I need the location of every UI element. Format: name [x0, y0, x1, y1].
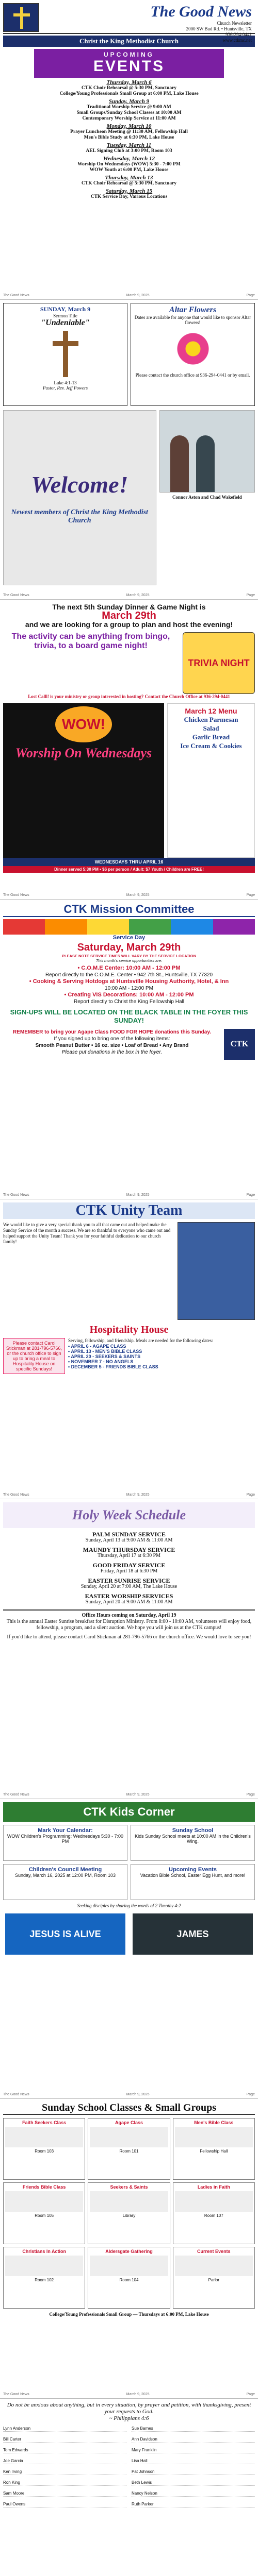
- class-image: [175, 2191, 253, 2212]
- footer-mid: March 9, 2025: [126, 1792, 150, 1797]
- event-date: Saturday, March 15: [105, 188, 153, 194]
- class-card: [3, 2247, 85, 2309]
- holy-week-service: [3, 1593, 255, 1605]
- hospitality-date: • APRIL 20 - SEEKERS & SAINTS: [68, 1354, 141, 1359]
- prayer-name: Lisa Hall: [132, 2459, 255, 2464]
- footer-mid: March 9, 2025: [126, 2092, 150, 2096]
- event-date: Sunday, March 9: [108, 98, 150, 105]
- class-card: [173, 2247, 255, 2309]
- class-room: Room 107: [204, 2213, 223, 2218]
- kids-card-title: Sunday School: [172, 1827, 214, 1834]
- kids-card-desc: Vacation Bible School, Easter Egg Hunt, and more!: [140, 1873, 246, 1878]
- menu-when: March 12 Menu: [185, 707, 237, 715]
- sermon-title: "Undeniable": [41, 318, 90, 327]
- class-title: Faith Seekers Class: [22, 2120, 67, 2125]
- banner-main: EVENTS: [93, 58, 165, 75]
- hospitality-signup: Please contact Carol Stickman at 281-796-5766, or the church office to sign up to bring a meal to Hospitality House on specific Sundays!: [3, 1338, 65, 1374]
- prayer-name: Ron King: [3, 2480, 126, 2486]
- banner-top: UPCOMING: [104, 51, 154, 58]
- footer-right: Page: [246, 2392, 255, 2396]
- class-title: Aldersgate Gathering: [105, 2249, 153, 2254]
- hours-title: Office Hours coming on Saturday, April 19: [82, 1613, 176, 1618]
- kids-card: [3, 1864, 127, 1900]
- class-image: [90, 2191, 168, 2212]
- prayer-name: Pat Johnson: [132, 2469, 255, 2475]
- verse: Seeking disciples by sharing the words of 2 Timothy 4:2: [77, 1903, 181, 1908]
- kids-card-title: Children's Council Meeting: [28, 1867, 102, 1873]
- service-day-banner: [3, 919, 255, 935]
- signup-notice: SIGN-UPS WILL BE LOCATED ON THE BLACK TABLE IN THE FOYER THIS SUNDAY!: [10, 1008, 248, 1024]
- agape-line: REMEMBER to bring your Agape Class FOOD FOR HOPE donations this Sunday.: [13, 1029, 211, 1035]
- event-block: [3, 189, 255, 200]
- hospitality-date: • DECEMBER 5 - FRIENDS BIBLE CLASS: [68, 1364, 158, 1369]
- class-room: Library: [122, 2213, 136, 2218]
- church-info-1: Church Newsletter: [217, 21, 252, 26]
- holy-week-heading: Holy Week Schedule: [3, 1502, 255, 1528]
- event-date: Wednesday, March 12: [103, 156, 155, 162]
- welcome-word: Welcome!: [31, 471, 128, 498]
- upcoming-events-banner: [34, 49, 224, 78]
- game-night-heading: [3, 603, 255, 629]
- menu-item: Ice Cream & Cookies: [180, 742, 242, 750]
- service-date: Sunday, April 13 at 9:00 AM & 11:00 AM: [85, 1537, 173, 1543]
- event-block: [3, 143, 255, 154]
- altar-note: Dates are available for anyone that would like to sponsor Altar flowers!: [134, 315, 251, 325]
- service-date: Thursday, April 17 at 6:30 PM: [97, 1553, 161, 1558]
- page-9: [0, 2399, 258, 2576]
- class-room: Room 103: [35, 2149, 54, 2154]
- service-day-label: Service Day: [112, 935, 146, 941]
- event-date: Monday, March 10: [106, 123, 152, 129]
- ctk-logo-icon: CTK: [224, 1029, 255, 1060]
- class-card: [88, 2182, 170, 2244]
- service-title: EASTER SUNRISE SERVICE: [88, 1577, 170, 1584]
- class-room: Room 105: [35, 2213, 54, 2218]
- service-item-heading: • Creating VIS Decorations: 10:00 AM - 12:00 PM: [64, 992, 194, 998]
- holy-week-service: [3, 1562, 255, 1574]
- class-title: Men's Bible Class: [194, 2120, 234, 2125]
- class-title: Current Events: [197, 2249, 231, 2254]
- class-title: Agape Class: [115, 2120, 143, 2125]
- class-card: [173, 2182, 255, 2244]
- college-line: College/Young Professionals Small Group — Thursdays at 6:00 PM, Lake House: [49, 2312, 209, 2317]
- cross-logo-icon: [3, 3, 39, 32]
- service-title: PALM SUNDAY SERVICE: [92, 1531, 166, 1538]
- jesus-cover: JESUS IS ALIVE: [5, 1913, 125, 1955]
- footer-mid: March 9, 2025: [126, 1193, 150, 1197]
- service-date: Friday, April 18 at 6:30 PM: [100, 1568, 158, 1574]
- unity-photo: [178, 1222, 255, 1320]
- menu-item: Chicken Parmesan: [184, 716, 238, 723]
- wow-burst: WOW!: [55, 706, 112, 742]
- event-desc: College/Young Professionals Small Group at 6:00 PM, Lake House: [59, 91, 199, 96]
- classes-heading: Sunday School Classes & Small Groups: [3, 2102, 255, 2115]
- page-4: [0, 900, 258, 1199]
- hospitality-dates: [68, 1344, 255, 1369]
- footer-left: The Good News: [3, 293, 29, 297]
- class-image: [5, 2256, 83, 2276]
- page-7: [0, 1799, 258, 2099]
- kids-corner-heading: CTK Kids Corner: [3, 1802, 255, 1822]
- holy-week-service: [3, 1547, 255, 1559]
- service-item-info: 10:00 AM - 12:00 PM: [105, 986, 153, 991]
- footer-right: Page: [246, 293, 255, 297]
- event-desc: AEL Signing Club at 3:00 PM, Room 103: [86, 148, 172, 154]
- footer-mid: March 9, 2025: [126, 1493, 150, 1497]
- class-card: [3, 2182, 85, 2244]
- event-block: [3, 175, 255, 187]
- event-desc: CTK Service Day, Various Locations: [90, 194, 168, 199]
- hospitality-date: • NOVEMBER 7 - NO ANGELS: [68, 1359, 134, 1364]
- footer-left: The Good News: [3, 1493, 29, 1497]
- members-photo: [159, 410, 255, 493]
- event-block: [3, 156, 255, 173]
- footer-left: The Good News: [3, 2392, 29, 2396]
- service-item-heading: • Cooking & Serving Hotdogs at Huntsville Housing Authority, Hotel, & Inn: [29, 978, 229, 985]
- trivia-art: TRIVIA NIGHT: [183, 632, 255, 694]
- event-desc: Worship On Wednesdays (WOW) 5:30 - 7:00 PM: [77, 162, 181, 167]
- wow-panel: [3, 703, 164, 858]
- class-room: Parlor: [208, 2278, 219, 2282]
- page-5: [0, 1199, 258, 1499]
- agape-line: If you signed up to bring one of the following items:: [54, 1036, 170, 1042]
- class-image: [90, 2127, 168, 2147]
- class-image: [175, 2256, 253, 2276]
- event-desc: Traditional Worship Service @ 9:00 AM: [87, 105, 171, 110]
- menu-item: Garlic Bread: [192, 733, 230, 741]
- footer-right: Page: [246, 1792, 255, 1797]
- kids-card-desc: WOW Children's Programming: Wednesdays 5:30 - 7:00 PM: [7, 1834, 124, 1844]
- prayer-name: Beth Lewis: [132, 2480, 255, 2486]
- hospitality-date: • APRIL 6 - AGAPE CLASS: [68, 1344, 126, 1349]
- hospitality-date: • APRIL 13 - MEN'S BIBLE CLASS: [68, 1349, 142, 1354]
- holy-week-service: [3, 1531, 255, 1544]
- church-website[interactable]: www.ctkmc.net: [222, 38, 252, 43]
- welcome-art: [3, 410, 156, 585]
- prayer-name: Tom Edwards: [3, 2448, 126, 2453]
- events-list: [3, 80, 255, 200]
- members-photo-box: [159, 410, 255, 585]
- service-date: Sunday, April 20 at 7:00 AM, The Lake House: [80, 1584, 178, 1589]
- cross-icon: [47, 331, 84, 377]
- class-image: [5, 2127, 83, 2147]
- kids-card-desc: Kids Sunday School meets at 10:00 AM in the Children's Wing.: [135, 1834, 251, 1844]
- prayer-name: Bill Carter: [3, 2437, 126, 2443]
- flower-icon: [172, 328, 214, 369]
- class-title: Christians In Action: [22, 2249, 66, 2254]
- wed-note: Dinner served 5:30 PM • $6 per person / Adult: $7 Youth / Children are FREE!: [3, 866, 255, 873]
- class-title: Ladies in Faith: [197, 2184, 230, 2190]
- mission-heading: CTK Mission Committee: [3, 903, 255, 917]
- hospitality-heading: Hospitality House: [89, 1324, 169, 1335]
- prayer-name: Mary Franklin: [132, 2448, 255, 2453]
- menu-item: Salad: [203, 724, 219, 732]
- prayer-name: Sam Moore: [3, 2491, 126, 2497]
- service-item-heading: • C.O.M.E Center: 10:00 AM - 12:00 PM: [77, 965, 181, 971]
- footer-mid: March 9, 2025: [126, 2392, 150, 2396]
- footer-left: The Good News: [3, 1193, 29, 1197]
- members-names: Connor Aston and Chad Wakefield: [172, 495, 242, 500]
- footer-right: Page: [246, 893, 255, 897]
- class-title: Seekers & Saints: [110, 2184, 148, 2190]
- footer-mid: March 9, 2025: [126, 593, 150, 597]
- prayer-list: [3, 2426, 255, 2507]
- wed-bar: WEDNESDAYS THRU APRIL 16: [3, 858, 255, 866]
- unity-heading: CTK Unity Team: [3, 1202, 255, 1219]
- event-desc: Men's Bible Study at 6:30 PM, Lake House: [84, 135, 174, 140]
- top-line-1: The next 5th Sunday Dinner & Game Night is: [52, 603, 206, 611]
- game-contact: Lost Calll! is your ministry or group interested in hosting? Contact the Church Office at 936-294-0441: [28, 694, 230, 699]
- event-date: Tuesday, March 11: [106, 142, 152, 148]
- footer-mid: March 9, 2025: [126, 893, 150, 897]
- class-card: [173, 2118, 255, 2180]
- prayer-name: Paul Owens: [3, 2502, 126, 2507]
- church-name-band: Christ the King Methodist Church: [3, 36, 255, 47]
- page-6: [0, 1499, 258, 1799]
- kids-card: [131, 1825, 255, 1861]
- newsletter-title: The Good News: [150, 3, 252, 20]
- month-line: This month's service opportunities are:: [95, 958, 163, 963]
- footer-left: The Good News: [3, 893, 29, 897]
- members-title: Newest members of Christ the King Methodist Church: [11, 508, 148, 524]
- event-block: [3, 80, 255, 97]
- kids-card-title: Mark Your Calendar:: [38, 1827, 93, 1834]
- james-cover: JAMES: [133, 1913, 253, 1955]
- service-items: [3, 965, 255, 1005]
- event-desc: Contemporary Worship Service at 11:00 AM: [82, 116, 176, 121]
- kids-card: [3, 1825, 127, 1861]
- hospitality-intro: Serving, fellowship, and friendship. Meals are needed for the following dates:: [68, 1338, 213, 1343]
- holy-week-services: [3, 1531, 255, 1605]
- class-room: Fellowship Hall: [200, 2149, 228, 2154]
- class-room: Room 104: [119, 2278, 139, 2282]
- church-info-2: 2000 SW Bud Rd. • Huntsville, TX: [186, 26, 252, 31]
- page-8: [0, 2099, 258, 2399]
- wow-title: Worship On Wednesdays: [15, 745, 152, 760]
- prayer-name: Ann Davidson: [132, 2437, 255, 2443]
- altar-contact: Please contact the church office at 936-294-0441 or by email.: [135, 372, 250, 378]
- kids-card: [131, 1864, 255, 1900]
- service-item-info: Report directly to Christ the King Fellowship Hall: [74, 999, 184, 1005]
- event-desc: Prayer Luncheon Meeting @ 11:30 AM, Fellowship Hall: [70, 129, 188, 134]
- top-line-3: and we are looking for a group to plan and host the evening!: [25, 620, 233, 629]
- event-desc: Small Groups/Sunday School Classes at 10:00 AM: [76, 110, 182, 115]
- class-card: [88, 2247, 170, 2309]
- wow-menu: [167, 703, 255, 858]
- pastor: Pastor, Rev. Jeff Powers: [42, 385, 88, 391]
- classes-grid: [3, 2118, 255, 2309]
- service-item-info: Report directly to the C.O.M.E. Center • 942 7th St., Huntsville, TX 77320: [45, 972, 213, 978]
- prayer-name: Joe Garcia: [3, 2459, 126, 2464]
- page-1: [0, 0, 258, 300]
- altar-flowers-box: [131, 303, 255, 406]
- church-info-3: 936-294-0441: [225, 32, 252, 37]
- footer-right: Page: [246, 2092, 255, 2096]
- service-title: MAUNDY THURSDAY SERVICE: [83, 1546, 175, 1553]
- class-title: Friends Bible Class: [22, 2184, 66, 2190]
- game-activity: The activity can be anything from bingo, trivia, to a board game night!: [11, 632, 170, 650]
- scripture: Luke 4:1-13: [54, 380, 77, 385]
- footer-left: The Good News: [3, 2092, 29, 2096]
- prayer-name: Ken Irving: [3, 2469, 126, 2475]
- prayer-name: Sue Barnes: [132, 2426, 255, 2432]
- page-3: [0, 600, 258, 900]
- class-image: [5, 2191, 83, 2212]
- sermon-box: [3, 303, 127, 406]
- kids-card-desc: Sunday, March 16, 2025 at 12:00 PM, Room 103: [15, 1873, 116, 1878]
- event-date: Thursday, March 13: [105, 175, 153, 181]
- service-title: EASTER WORSHIP SERVICES: [85, 1592, 173, 1600]
- sermon-date: SUNDAY, March 9: [40, 306, 91, 313]
- prayer-quote: Do not be anxious about anything, but in every situation, by prayer and petition, with thanksgiving, present your requests to God.: [7, 2402, 251, 2415]
- hours-contact: If you'd like to attend, please contact Carol Stickman at 281-796-5766 or the church office. We would love to see you!: [7, 1634, 251, 1640]
- service-date: Sunday, April 20 at 9:00 AM & 11:00 AM: [85, 1599, 173, 1605]
- event-desc: CTK Choir Rehearsal @ 5:30 PM, Sanctuary: [81, 86, 177, 91]
- altar-title: Altar Flowers: [169, 306, 217, 314]
- kids-cards: [3, 1825, 255, 1900]
- sermon-label: Sermon Title: [53, 313, 77, 318]
- class-room: Room 101: [119, 2149, 139, 2154]
- footer-left: The Good News: [3, 1792, 29, 1797]
- holy-week-service: [3, 1578, 255, 1590]
- notice: PLEASE NOTE SERVICE TIMES WILL VARY BY THE SERVICE LOCATION: [61, 954, 197, 958]
- kids-card-title: Upcoming Events: [169, 1867, 217, 1873]
- class-card: [3, 2118, 85, 2180]
- agape-text: [3, 1029, 221, 1060]
- prayer-name: Nancy Nelson: [132, 2491, 255, 2497]
- footer-right: Page: [246, 1493, 255, 1497]
- event-date: Thursday, March 6: [106, 79, 152, 86]
- footer-right: Page: [246, 1193, 255, 1197]
- event-block: [3, 99, 255, 122]
- prayer-name: Lynn Anderson: [3, 2426, 126, 2432]
- top-line-2: March 29th: [102, 610, 156, 621]
- hours-note: This is the annual Easter Sunrise breakfast for Disruption Ministry. From 8:00 - 10:00 AM, volunteers will enjoy food, fellowship, a program, and a silent auction. We hope you will join us at the CTK campus!: [6, 1619, 252, 1631]
- class-room: Room 102: [35, 2278, 54, 2282]
- footer-mid: March 9, 2025: [126, 293, 150, 297]
- agape-line: Please put donations in the box in the foyer.: [61, 1049, 163, 1055]
- service-title: GOOD FRIDAY SERVICE: [92, 1562, 166, 1569]
- event-block: [3, 124, 255, 141]
- prayer-name: Ruth Parker: [132, 2502, 255, 2507]
- class-image: [90, 2256, 168, 2276]
- event-desc: CTK Choir Rehearsal @ 5:30 PM, Sanctuary: [81, 181, 177, 186]
- footer-left: The Good News: [3, 593, 29, 597]
- class-card: [88, 2118, 170, 2180]
- service-date: Saturday, March 29th: [77, 942, 181, 953]
- unity-note: We would like to give a very special thank you to all that came out and helped make the Sunday Service of the month a success. We are so thankful to everyone who came out and helped support the Unity Team! Thank you for your faithful dedication to our church family!: [3, 1222, 171, 1244]
- agape-line: Smooth Peanut Butter • 16 oz. size • Loaf of Bread • Any Brand: [35, 1043, 189, 1048]
- footer-right: Page: [246, 593, 255, 597]
- page-2: [0, 300, 258, 600]
- office-hours: [3, 1609, 255, 1640]
- event-desc: WOW Youth at 6:00 PM, Lake House: [89, 167, 169, 173]
- class-image: [175, 2127, 253, 2147]
- quote-ref: ~ Philippians 4:6: [109, 2415, 149, 2421]
- hospitality-text: [68, 1338, 255, 1374]
